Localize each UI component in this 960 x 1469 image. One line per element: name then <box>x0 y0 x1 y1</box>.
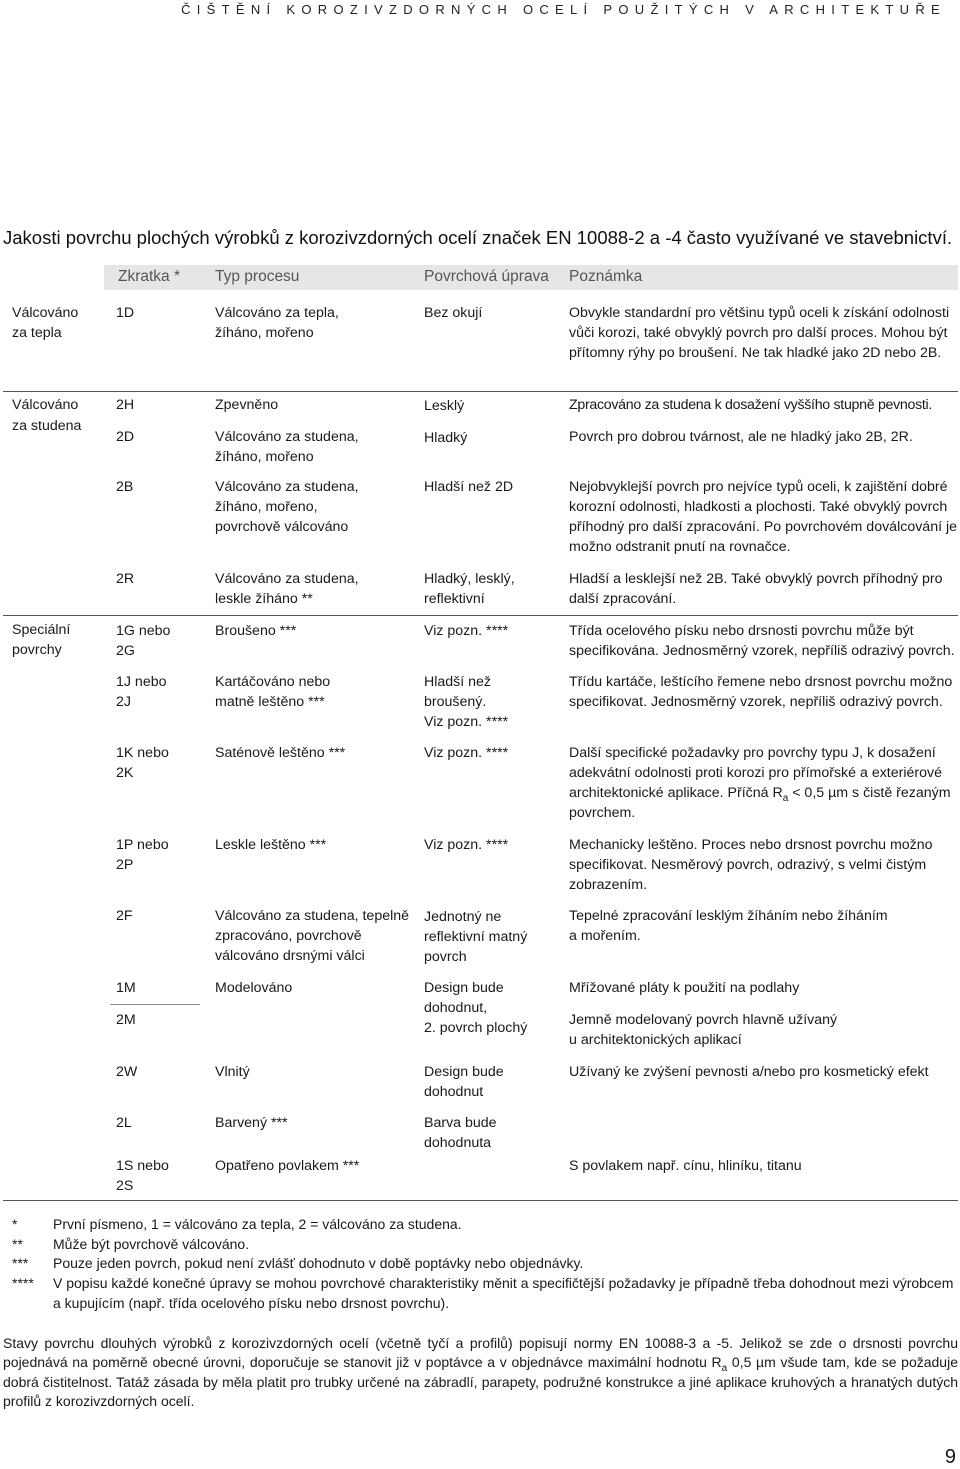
cell-code: 1J nebo 2J <box>116 674 167 710</box>
group-special-surfaces: Speciální povrchy <box>12 622 71 658</box>
cell-code: 1K nebo 2K <box>116 745 169 781</box>
cell-finish: Viz pozn. **** <box>424 837 509 853</box>
cell-note: Užívaný ke zvýšení pevnosti a/nebo pro kosmetický efekt <box>569 1064 929 1080</box>
cell-process: Válcováno za studena, tepelně zpracováno, povrchově válcováno drsnými válci <box>215 908 410 964</box>
cell-process: Leskle leštěno *** <box>215 837 327 853</box>
closing-paragraph: Stavy povrchu dlouhých výrobků z korozivzdorných ocelí (včetně tyčí a profilů) popisují normy EN 10088-3 a -5. Jelikož se zde o drsnosti povrchu pojednává na poměrně obecné úrovni, doporučuje se stanovit již v poptávce a v objednávce maximální hodnotu $R_a$ 0,5 µm všude tam, kde se požaduje dobrá čistitelnost. Tatáž zásada by měla platit pro trubky určené na zábradlí, parapety, podružné konstrukce a jiné aplikace kruhových a hranatých dutých profilů z korozivzdorných ocelí. <box>3 1335 958 1409</box>
cell-note: Mřížované pláty k použití na podlahy <box>569 980 800 996</box>
page-number: 9 <box>944 1446 956 1468</box>
cell-code: 2L <box>116 1115 132 1131</box>
footnote-mark: * <box>12 1216 18 1232</box>
cell-process: Válcováno za studena, žíháno, mořeno, povrchově válcováno <box>215 479 359 535</box>
cell-note: Povrch pro dobrou tvárnost, ale ne hladký jako 2B, 2R. <box>569 429 913 445</box>
footnote-text: První písmeno, 1 = válcováno za tepla, 2 = válcováno za studena. <box>53 1216 462 1232</box>
divider <box>110 1004 200 1005</box>
column-header-process: Typ procesu <box>215 268 300 285</box>
cell-code: 1P nebo 2P <box>116 837 169 873</box>
cell-finish: Design bude dohodnut <box>424 1064 504 1100</box>
column-header-note: Poznámka <box>569 268 643 285</box>
cell-process: Kartáčováno nebo matně leštěno *** <box>215 674 331 710</box>
cell-finish: Hladký <box>424 430 468 446</box>
footnote-mark: **** <box>12 1275 34 1291</box>
cell-code: 1M <box>116 980 136 996</box>
divider <box>3 615 958 616</box>
cell-finish: Barva bude dohodnuta <box>424 1115 497 1151</box>
cell-note: Další specifické požadavky pro povrchy typu J, k dosažení adekvátní odolnosti proti korozi pro přímořské a exteriérové architektonické aplikace. Příčná $R_a < 0,5$ µm s čistě řezaným povrchem. <box>569 745 951 821</box>
footnote-mark: ** <box>12 1236 23 1252</box>
footnote-mark: *** <box>12 1255 29 1271</box>
cell-code: 2H <box>116 397 135 413</box>
cell-note: S povlakem např. cínu, hliníku, titanu <box>569 1158 802 1174</box>
cell-note: Třída ocelového písku nebo drsnosti povrchu může být specifikována. Jednosměrný vzorek, nepříliš odrazivý povrch. <box>569 623 955 659</box>
cell-process: Broušeno *** <box>215 623 297 639</box>
cell-code: 2W <box>116 1064 138 1080</box>
column-header-finish: Povrchová úprava <box>424 268 549 285</box>
group-cold-rolled: Válcováno za studena <box>12 397 82 434</box>
cell-finish: Viz pozn. **** <box>424 623 509 639</box>
cell-note: Mechanicky leštěno. Proces nebo drsnost povrchu možno specifikovat. Nesměrový povrch, odrazivý, s velmi čistým zobrazením. <box>569 837 933 893</box>
footnote-text: Pouze jeden povrch, pokud není zvlášť dohodnuto v době poptávky nebo objednávky. <box>53 1255 584 1271</box>
page-title: Jakosti povrchu plochých výrobků z korozivzdorných ocelí značek EN 10088-2 a -4 často využívané ve stavebnictví. <box>3 227 953 248</box>
cell-finish: Viz pozn. **** <box>424 745 509 761</box>
cell-finish: Hladký, lesklý, reflektivní <box>424 571 515 607</box>
cell-process: Saténově leštěno *** <box>215 745 346 761</box>
divider <box>3 391 958 392</box>
cell-note: Třídu kartáče, leštícího řemene nebo drsnost povrchu možno specifikovat. Jednosměrný vzorek, nepříliš odrazivý povrch. <box>569 674 953 710</box>
cell-code: 2F <box>116 908 133 924</box>
cell-note: Tepelné zpracování lesklým žíháním nebo žíháním a mořením. <box>569 908 888 944</box>
column-header-code: Zkratka * <box>118 268 181 285</box>
cell-note: Zpracováno za studena k dosažení vyššího stupně pevnosti. <box>569 397 933 413</box>
cell-process: Válcováno za studena, leskle žíháno ** <box>215 571 359 607</box>
cell-code: 2D <box>116 429 135 445</box>
cell-process: Válcováno za studena, žíháno, mořeno <box>215 429 359 465</box>
cell-note: Hladší a lesklejší než 2B. Také obvyklý povrch příhodný pro další zpracování. <box>569 571 943 607</box>
cell-finish: Hladší než broušený. Viz pozn. **** <box>424 674 509 730</box>
cell-code: 1S nebo 2S <box>116 1158 169 1194</box>
footnote-text: Může být povrchově válcováno. <box>53 1236 250 1252</box>
cell-code: 2R <box>116 571 135 587</box>
running-header: ČIŠTĚNÍ KOROZIVZDORNÝCH OCELÍ POUŽITÝCH V ARCHITEKTUŘE <box>181 2 946 17</box>
cell-code: 1G nebo 2G <box>116 623 171 659</box>
cell-finish: Lesklý <box>424 398 465 414</box>
cell-process: Zpevněno <box>215 397 279 413</box>
cell-code: 2M <box>116 1012 136 1028</box>
cell-note: Obvykle standardní pro většinu typů oceli k získání odolnosti vůči korozi, také obvyklý povrch pro další proces. Mohou být přítomny rýhy po broušení. Ne tak hladké jako 2D nebo 2B. <box>569 305 950 361</box>
cell-finish: Design bude dohodnut, 2. povrch plochý <box>424 980 528 1036</box>
divider <box>3 1200 958 1201</box>
cell-process: Barvený *** <box>215 1115 288 1131</box>
cell-finish: Jednotný ne reflektivní matný povrch <box>424 909 528 965</box>
cell-code: 2B <box>116 479 134 495</box>
group-hot-rolled: Válcováno za tepla <box>12 305 79 341</box>
cell-note: Nejobvyklejší povrch pro nejvíce typů oceli, k zajištění dobré korozní odolnosti, hladkosti a plochosti. Také obvyklý povrch příhodný pro další zpracování. Po povrchovém doválcování je možno odstranit pnutí na rovnačce. <box>569 479 958 555</box>
cell-code: 1D <box>116 305 135 321</box>
cell-process: Opatřeno povlakem *** <box>215 1158 360 1174</box>
cell-process: Modelováno <box>215 980 293 996</box>
footnote-text: V popisu každé konečné úpravy se mohou povrchové charakteristiky měnit a specifičtější požadavky je případně třeba dohodnout mezi výrobcem a kupujícím (např. třída ocelového písku nebo drsnost povrchu). <box>53 1275 954 1311</box>
cell-finish: Bez okují <box>424 305 483 321</box>
cell-finish: Hladší než 2D <box>424 479 514 495</box>
cell-note: Jemně modelovaný povrch hlavně užívaný u architektonických aplikací <box>569 1012 838 1048</box>
cell-process: Vlnitý <box>215 1064 250 1080</box>
cell-process: Válcováno za tepla, žíháno, mořeno <box>215 305 339 341</box>
